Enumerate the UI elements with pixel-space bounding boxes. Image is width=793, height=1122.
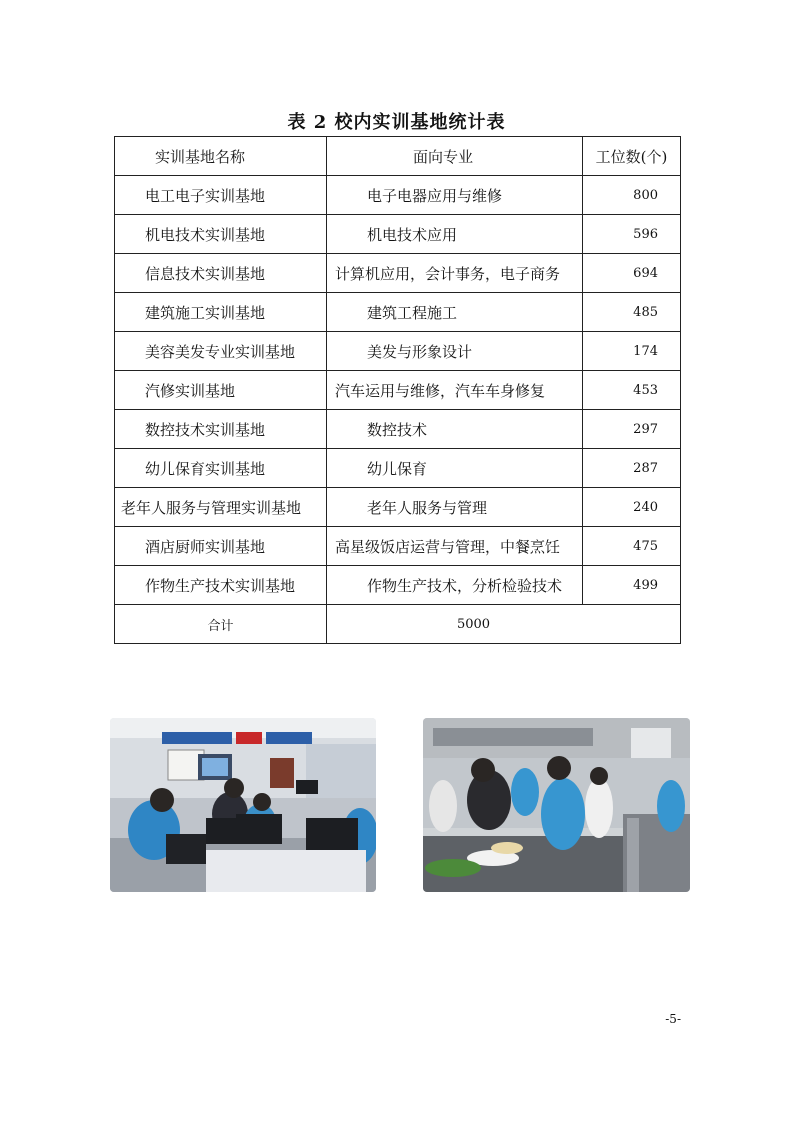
column-header-major: 面向专业: [327, 137, 583, 176]
workstation-count-cell: 174: [583, 332, 681, 371]
base-name-cell: 建筑施工实训基地: [115, 293, 327, 332]
kitchen-training-photo: [423, 718, 690, 892]
major-cell: 老年人服务与管理: [327, 488, 583, 527]
table-row: [115, 488, 681, 527]
table-row: [115, 293, 681, 332]
table-row: [115, 566, 681, 605]
major-cell: 作物生产技术，分析检验技术: [327, 566, 583, 605]
workstation-count-cell: 800: [583, 176, 681, 215]
column-header-name: 实训基地名称: [115, 137, 327, 176]
major-cell: 建筑工程施工: [327, 293, 583, 332]
training-base-table: [114, 136, 681, 644]
table-header-row: [115, 137, 681, 176]
total-row: [115, 605, 681, 644]
workstation-count-cell: 287: [583, 449, 681, 488]
base-name-cell: 幼儿保育实训基地: [115, 449, 327, 488]
workstation-count-cell: 694: [583, 254, 681, 293]
total-label: 合计: [115, 605, 327, 644]
workstation-count-cell: 596: [583, 215, 681, 254]
table-title: 表 2 校内实训基地统计表: [287, 112, 506, 133]
base-name-cell: 机电技术实训基地: [115, 215, 327, 254]
major-cell: 汽车运用与维修，汽车车身修复: [327, 371, 583, 410]
base-name-cell: 电工电子实训基地: [115, 176, 327, 215]
base-name-cell: 酒店厨师实训基地: [115, 527, 327, 566]
table-row: [115, 332, 681, 371]
table-row: [115, 215, 681, 254]
base-name-cell: 老年人服务与管理实训基地: [115, 488, 327, 527]
table-row: [115, 410, 681, 449]
base-name-cell: 汽修实训基地: [115, 371, 327, 410]
major-cell: 电子电器应用与维修: [327, 176, 583, 215]
workstation-count-cell: 240: [583, 488, 681, 527]
major-cell: 数控技术: [327, 410, 583, 449]
base-name-cell: 作物生产技术实训基地: [115, 566, 327, 605]
table-row: [115, 371, 681, 410]
column-header-count: 工位数(个): [583, 137, 681, 176]
base-name-cell: 美容美发专业实训基地: [115, 332, 327, 371]
base-name-cell: 数控技术实训基地: [115, 410, 327, 449]
base-name-cell: 信息技术实训基地: [115, 254, 327, 293]
major-cell: 高星级饭店运营与管理，中餐烹饪: [327, 527, 583, 566]
total-value: 5000: [327, 605, 681, 644]
major-cell: 美发与形象设计: [327, 332, 583, 371]
table-row: [115, 449, 681, 488]
table-row: [115, 527, 681, 566]
workstation-count-cell: 475: [583, 527, 681, 566]
major-cell: 幼儿保育: [327, 449, 583, 488]
major-cell: 机电技术应用: [327, 215, 583, 254]
page-number: -5-: [665, 1012, 681, 1026]
workstation-count-cell: 297: [583, 410, 681, 449]
table-row: [115, 254, 681, 293]
major-cell: 计算机应用，会计事务，电子商务: [327, 254, 583, 293]
workstation-count-cell: 453: [583, 371, 681, 410]
table-row: [115, 176, 681, 215]
computer-lab-photo: [110, 718, 376, 892]
workstation-count-cell: 499: [583, 566, 681, 605]
workstation-count-cell: 485: [583, 293, 681, 332]
